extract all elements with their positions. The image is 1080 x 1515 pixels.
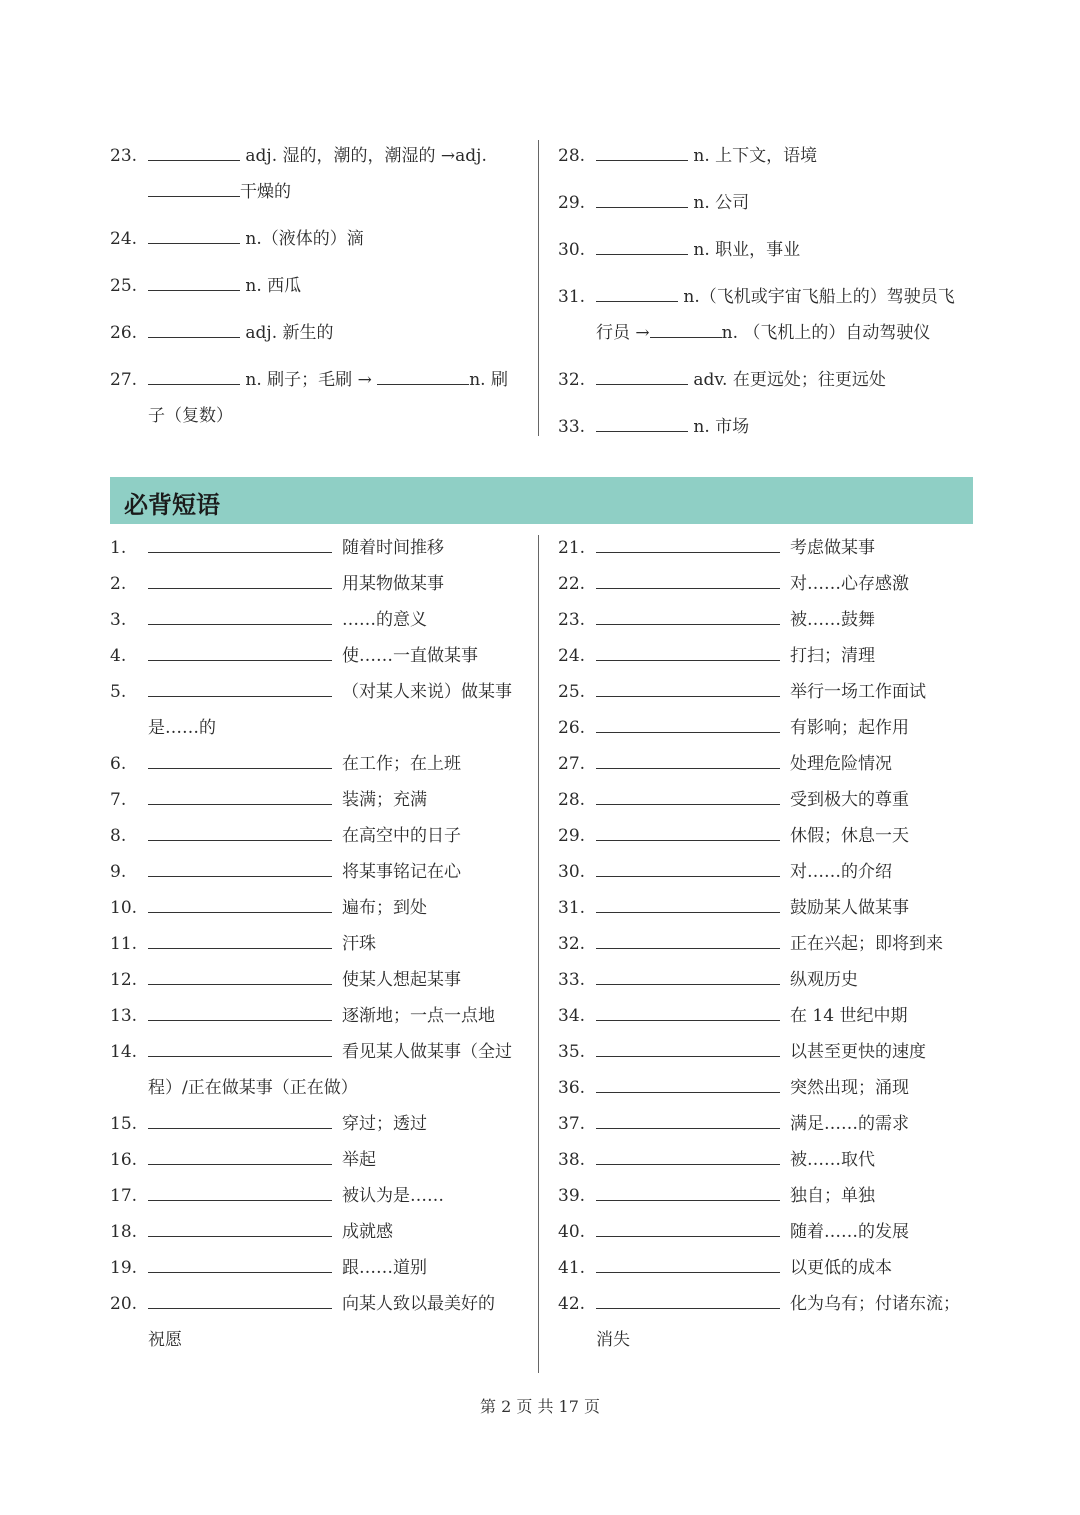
answer-blank[interactable] xyxy=(148,159,240,161)
phrase-meaning: 被……鼓舞 xyxy=(790,610,875,630)
definition: n.（飞机或宇宙飞船上的）驾驶员飞 xyxy=(683,287,955,307)
phrase-item xyxy=(558,710,978,746)
item-number: 17. xyxy=(110,1186,138,1206)
vocab-right-column xyxy=(558,138,978,445)
answer-blank[interactable] xyxy=(148,1307,332,1309)
answer-blank[interactable] xyxy=(596,803,780,805)
answer-blank[interactable] xyxy=(148,1019,332,1021)
vocab-item-26 xyxy=(110,315,525,362)
phrase-meaning: 处理危险情况 xyxy=(790,754,892,774)
answer-blank[interactable] xyxy=(596,300,678,302)
item-number: 9. xyxy=(110,862,127,882)
answer-blank[interactable] xyxy=(148,839,332,841)
vocab-column-divider xyxy=(538,140,539,436)
phrase-meaning: 装满；充满 xyxy=(342,790,427,810)
phrase-item xyxy=(110,1034,525,1070)
item-number: 25. xyxy=(110,276,138,296)
phrase-item xyxy=(558,998,978,1034)
definition: n. 西瓜 xyxy=(245,276,302,296)
answer-blank[interactable] xyxy=(148,695,332,697)
phrase-meaning: 使某人想起某事 xyxy=(342,970,461,990)
vocab-item-25 xyxy=(110,268,525,315)
item-number: 1. xyxy=(110,538,127,558)
phrase-item xyxy=(558,746,978,782)
definition: adj. 新生的 xyxy=(245,323,334,343)
answer-blank[interactable] xyxy=(596,1199,780,1201)
phrase-meaning: 跟……道别 xyxy=(342,1258,427,1278)
answer-blank[interactable] xyxy=(596,839,780,841)
item-number: 16. xyxy=(110,1150,138,1170)
answer-blank[interactable] xyxy=(148,336,240,338)
phrase-item xyxy=(558,926,978,962)
answer-blank[interactable] xyxy=(650,336,722,338)
phrase-meaning: 成就感 xyxy=(342,1222,393,1242)
phrase-item xyxy=(110,962,525,998)
answer-blank[interactable] xyxy=(596,911,780,913)
vocab-item-31-cont xyxy=(558,315,978,362)
item-number: 30. xyxy=(558,240,586,260)
phrase-item xyxy=(558,1034,978,1070)
phrase-meaning: 以更低的成本 xyxy=(790,1258,892,1278)
answer-blank[interactable] xyxy=(148,623,332,625)
phrase-meaning: 对……心存感激 xyxy=(790,574,909,594)
phrase-meaning: 在高空中的日子 xyxy=(342,826,461,846)
phrase-meaning: 是……的 xyxy=(148,718,216,738)
answer-blank[interactable] xyxy=(148,1127,332,1129)
item-number: 3. xyxy=(110,610,127,630)
phrase-item xyxy=(558,530,978,566)
answer-blank[interactable] xyxy=(596,430,688,432)
phrase-meaning: 穿过；透过 xyxy=(342,1114,427,1134)
phrase-meaning: 将某事铭记在心 xyxy=(342,862,461,882)
answer-blank[interactable] xyxy=(148,983,332,985)
item-number: 24. xyxy=(558,646,586,666)
answer-blank[interactable] xyxy=(596,206,688,208)
item-number: 23. xyxy=(110,146,138,166)
answer-blank[interactable] xyxy=(148,947,332,949)
definition: n.（液体的）滴 xyxy=(245,229,364,249)
phrase-meaning: 打扫；清理 xyxy=(790,646,875,666)
vocab-item-27-cont xyxy=(110,398,525,434)
answer-blank[interactable] xyxy=(596,551,780,553)
answer-blank[interactable] xyxy=(596,1091,780,1093)
section-title: 必背短语 xyxy=(124,491,220,519)
phrase-meaning: ……的意义 xyxy=(342,610,427,630)
answer-blank[interactable] xyxy=(148,803,332,805)
answer-blank[interactable] xyxy=(596,695,780,697)
phrase-meaning: 对……的介绍 xyxy=(790,862,892,882)
item-number: 23. xyxy=(558,610,586,630)
phrase-meaning: 纵观历史 xyxy=(790,970,858,990)
item-number: 6. xyxy=(110,754,127,774)
vocab-item-33 xyxy=(558,409,978,445)
item-number: 27. xyxy=(110,370,138,390)
definition: n. 公司 xyxy=(693,193,750,213)
vocab-item-32 xyxy=(558,362,978,409)
answer-blank[interactable] xyxy=(596,983,780,985)
item-number: 5. xyxy=(110,682,127,702)
item-number: 32. xyxy=(558,370,586,390)
answer-blank[interactable] xyxy=(596,1055,780,1057)
page-footer: 第 2 页 共 17 页 xyxy=(480,1397,600,1416)
phrase-meaning: 用某物做某事 xyxy=(342,574,444,594)
item-number: 34. xyxy=(558,1006,586,1026)
phrase-item xyxy=(110,746,525,782)
item-number: 42. xyxy=(558,1294,586,1314)
definition: n. 刷子；毛刷 → xyxy=(245,370,372,390)
item-number: 26. xyxy=(558,718,586,738)
answer-blank[interactable] xyxy=(148,1055,332,1057)
item-number: 31. xyxy=(558,287,586,307)
item-number: 20. xyxy=(110,1294,138,1314)
phrase-meaning: 有影响；起作用 xyxy=(790,718,909,738)
definition: n. 刷 xyxy=(469,370,508,390)
definition: 子（复数） xyxy=(148,406,233,426)
phrase-meaning: 程）/正在做某事（正在做） xyxy=(148,1078,358,1098)
vocab-item-27 xyxy=(110,362,525,398)
item-number: 19. xyxy=(110,1258,138,1278)
item-number: 29. xyxy=(558,826,586,846)
phrase-meaning: 被……取代 xyxy=(790,1150,875,1170)
phrase-item xyxy=(558,602,978,638)
item-number: 38. xyxy=(558,1150,586,1170)
phrase-item xyxy=(558,1070,978,1106)
answer-blank[interactable] xyxy=(148,659,332,661)
item-number: 13. xyxy=(110,1006,138,1026)
phrase-meaning: 看见某人做某事（全过 xyxy=(342,1042,512,1062)
item-number: 21. xyxy=(558,538,586,558)
answer-blank[interactable] xyxy=(148,1271,332,1273)
answer-blank[interactable] xyxy=(596,383,688,385)
vocab-item-29 xyxy=(558,185,978,232)
answer-blank[interactable] xyxy=(148,195,240,197)
phrase-meaning: 汗珠 xyxy=(342,934,376,954)
answer-blank[interactable] xyxy=(596,253,688,255)
phrase-meaning: 被认为是…… xyxy=(342,1186,444,1206)
answer-blank[interactable] xyxy=(148,289,240,291)
phrase-item xyxy=(558,890,978,926)
phrase-meaning: 在 14 世纪中期 xyxy=(790,1006,908,1026)
answer-blank[interactable] xyxy=(148,383,240,385)
answer-blank[interactable] xyxy=(596,1307,780,1309)
item-number: 28. xyxy=(558,146,586,166)
phrase-item-continuation xyxy=(110,1070,525,1106)
answer-blank[interactable] xyxy=(596,587,780,589)
phrase-item xyxy=(558,638,978,674)
item-number: 33. xyxy=(558,417,586,437)
item-number: 28. xyxy=(558,790,586,810)
definition: n. 上下文，语境 xyxy=(693,146,818,166)
item-number: 31. xyxy=(558,898,586,918)
phrase-item xyxy=(558,1178,978,1214)
item-number: 36. xyxy=(558,1078,586,1098)
item-number: 10. xyxy=(110,898,138,918)
definition: adv. 在更远处；往更远处 xyxy=(693,370,886,390)
item-number: 2. xyxy=(110,574,127,594)
phrase-meaning: 向某人致以最美好的 xyxy=(342,1294,495,1314)
phrase-item xyxy=(110,1106,525,1142)
answer-blank[interactable] xyxy=(596,1271,780,1273)
answer-blank[interactable] xyxy=(148,911,332,913)
item-number: 18. xyxy=(110,1222,138,1242)
phrase-item xyxy=(558,566,978,602)
phrase-meaning: 化为乌有；付诸东流； xyxy=(790,1294,960,1314)
answer-blank[interactable] xyxy=(148,1235,332,1237)
item-number: 39. xyxy=(558,1186,586,1206)
phrase-meaning: 祝愿 xyxy=(148,1330,182,1350)
phrase-meaning: 举起 xyxy=(342,1150,376,1170)
phrase-meaning: 在工作；在上班 xyxy=(342,754,461,774)
phrase-meaning: 随着时间推移 xyxy=(342,538,444,558)
answer-blank[interactable] xyxy=(596,1019,780,1021)
phrase-item-continuation xyxy=(110,710,525,746)
item-number: 12. xyxy=(110,970,138,990)
item-number: 29. xyxy=(558,193,586,213)
definition: 行员 → xyxy=(596,323,650,343)
definition: n. （飞机上的）自动驾驶仪 xyxy=(721,323,931,343)
phrase-meaning: 以甚至更快的速度 xyxy=(790,1042,926,1062)
definition: adj. 湿的，潮的，潮湿的 →adj. xyxy=(245,146,487,166)
phrase-item-continuation xyxy=(558,1322,978,1358)
answer-blank[interactable] xyxy=(596,1127,780,1129)
phrase-meaning: 突然出现；涌现 xyxy=(790,1078,909,1098)
answer-blank[interactable] xyxy=(596,659,780,661)
phrase-item xyxy=(558,1106,978,1142)
answer-blank[interactable] xyxy=(148,242,240,244)
phrase-item xyxy=(110,926,525,962)
item-number: 37. xyxy=(558,1114,586,1134)
item-number: 27. xyxy=(558,754,586,774)
item-number: 7. xyxy=(110,790,127,810)
phrase-item xyxy=(110,1178,525,1214)
phrase-item xyxy=(110,1250,525,1286)
item-number: 4. xyxy=(110,646,127,666)
answer-blank[interactable] xyxy=(148,1163,332,1165)
phrase-item-continuation xyxy=(110,1322,525,1358)
vocab-item-30 xyxy=(558,232,978,279)
phrase-item xyxy=(558,962,978,998)
phrase-meaning: （对某人来说）做某事 xyxy=(342,682,512,702)
phrase-item xyxy=(110,818,525,854)
phrase-item xyxy=(110,530,525,566)
answer-blank[interactable] xyxy=(596,623,780,625)
item-number: 24. xyxy=(110,229,138,249)
answer-blank[interactable] xyxy=(148,875,332,877)
answer-blank[interactable] xyxy=(596,159,688,161)
item-number: 22. xyxy=(558,574,586,594)
definition: n. 市场 xyxy=(693,417,750,437)
item-number: 26. xyxy=(110,323,138,343)
item-number: 32. xyxy=(558,934,586,954)
phrase-meaning: 考虑做某事 xyxy=(790,538,875,558)
phrase-item xyxy=(558,1142,978,1178)
item-number: 33. xyxy=(558,970,586,990)
answer-blank[interactable] xyxy=(596,1163,780,1165)
phrase-item xyxy=(558,1214,978,1250)
phrase-left-column xyxy=(110,530,525,1358)
definition: 干燥的 xyxy=(240,182,291,202)
phrase-item xyxy=(110,1142,525,1178)
phrase-meaning: 独自；单独 xyxy=(790,1186,875,1206)
phrase-item xyxy=(110,782,525,818)
answer-blank[interactable] xyxy=(596,767,780,769)
phrase-meaning: 遍布；到处 xyxy=(342,898,427,918)
phrase-meaning: 举行一场工作面试 xyxy=(790,682,926,702)
phrase-item xyxy=(110,1286,525,1322)
phrase-item xyxy=(110,602,525,638)
phrase-item xyxy=(110,638,525,674)
item-number: 35. xyxy=(558,1042,586,1062)
phrase-item xyxy=(558,674,978,710)
phrase-meaning: 满足……的需求 xyxy=(790,1114,909,1134)
answer-blank[interactable] xyxy=(148,551,332,553)
answer-blank[interactable] xyxy=(596,875,780,877)
phrase-item xyxy=(110,566,525,602)
phrase-meaning: 随着……的发展 xyxy=(790,1222,909,1242)
phrase-column-divider xyxy=(538,535,539,1373)
item-number: 11. xyxy=(110,934,138,954)
vocab-item-23-cont xyxy=(110,174,525,221)
vocab-item-24 xyxy=(110,221,525,268)
phrase-item xyxy=(558,854,978,890)
item-number: 40. xyxy=(558,1222,586,1242)
phrase-meaning: 休假；休息一天 xyxy=(790,826,909,846)
item-number: 41. xyxy=(558,1258,586,1278)
phrase-meaning: 消失 xyxy=(596,1330,630,1350)
phrase-item xyxy=(558,818,978,854)
answer-blank[interactable] xyxy=(596,947,780,949)
item-number: 8. xyxy=(110,826,127,846)
phrase-meaning: 正在兴起；即将到来 xyxy=(790,934,943,954)
item-number: 25. xyxy=(558,682,586,702)
phrase-item xyxy=(558,1250,978,1286)
phrase-meaning: 受到极大的尊重 xyxy=(790,790,909,810)
phrase-item xyxy=(110,854,525,890)
phrase-item xyxy=(558,782,978,818)
vocab-item-28 xyxy=(558,138,978,185)
phrase-item xyxy=(110,1214,525,1250)
section-header xyxy=(110,477,973,524)
phrase-right-column xyxy=(558,530,978,1358)
answer-blank[interactable] xyxy=(377,383,469,385)
phrase-item xyxy=(110,674,525,710)
item-number: 15. xyxy=(110,1114,138,1134)
definition: n. 职业，事业 xyxy=(693,240,801,260)
answer-blank[interactable] xyxy=(596,1235,780,1237)
vocab-left-column xyxy=(110,138,525,434)
answer-blank[interactable] xyxy=(148,1199,332,1201)
phrase-meaning: 鼓励某人做某事 xyxy=(790,898,909,918)
answer-blank[interactable] xyxy=(596,731,780,733)
answer-blank[interactable] xyxy=(148,767,332,769)
phrase-meaning: 逐渐地；一点一点地 xyxy=(342,1006,495,1026)
answer-blank[interactable] xyxy=(148,587,332,589)
item-number: 30. xyxy=(558,862,586,882)
phrase-item xyxy=(110,890,525,926)
phrase-item xyxy=(558,1286,978,1322)
item-number: 14. xyxy=(110,1042,138,1062)
vocab-item-31 xyxy=(558,279,978,315)
phrase-item xyxy=(110,998,525,1034)
phrase-meaning: 使……一直做某事 xyxy=(342,646,478,666)
